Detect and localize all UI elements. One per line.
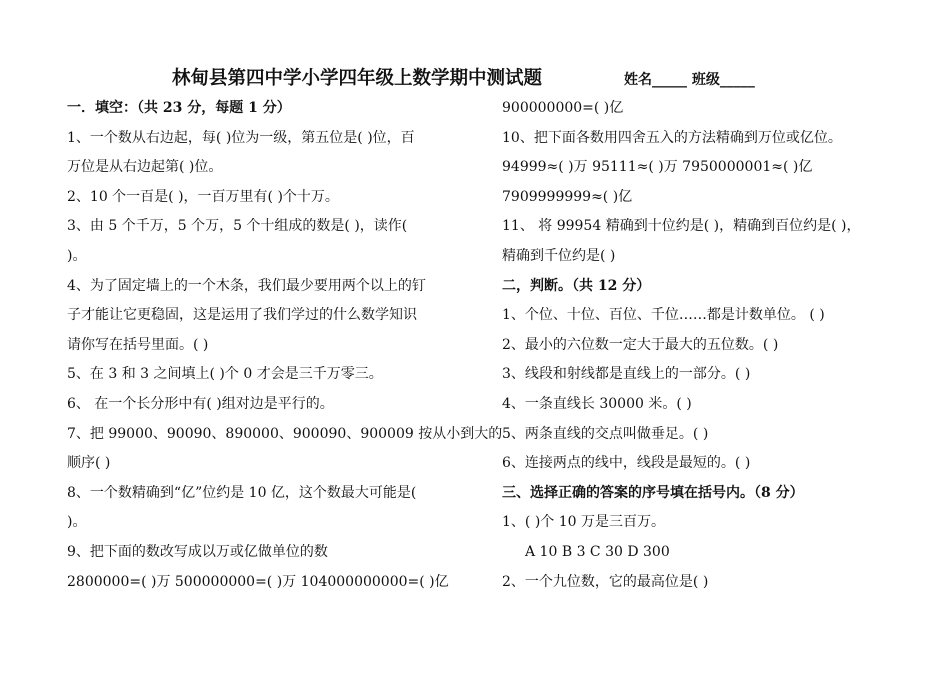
- question-line: 6、 在一个长分形中有( )组对边是平行的。: [67, 395, 334, 412]
- question-line: 900000000=( )亿: [502, 100, 624, 116]
- question-line: 精确到千位约是( ): [502, 247, 616, 264]
- question-line: )。: [67, 247, 87, 264]
- name-class-field: 姓名_____ 班级_____: [624, 72, 755, 88]
- question-line: 顺序( ): [67, 455, 111, 472]
- question-line: 6、连接两点的线中，线段是最短的。( ): [502, 455, 751, 472]
- section-heading-fill-blank: 一．填空：（共 23 分，每题 1 分）: [67, 100, 291, 116]
- question-line: 3、由 5 个千万，5 个万，5 个十组成的数是( )，读作(: [67, 218, 408, 235]
- question-line: 10、把下面各数用四舍五入的方法精确到万位或亿位。: [502, 129, 842, 146]
- question-line: 2800000=( )万 500000000=( )万 104000000000=( )亿: [67, 573, 449, 590]
- question-line: 5、在 3 和 3 之间填上( )个 0 才会是三千万零三。: [67, 366, 383, 383]
- section-heading-multiple-choice: 三、选择正确的答案的序号填在括号内。（8 分）: [502, 484, 804, 501]
- answer-options: A 10 B 3 C 30 D 300: [525, 543, 670, 560]
- page-title: 林甸县第四中学小学四年级上数学期中测试题: [172, 68, 543, 89]
- question-line: 3、线段和射线都是直线上的一部分。( ): [502, 366, 751, 383]
- question-line: )。: [67, 514, 87, 531]
- left-column: [67, 94, 503, 597]
- question-line: 请你写在括号里面。( ): [67, 336, 209, 353]
- question-line: 7、把 99000、90090、890000、900090、900009 按从小到大的: [67, 425, 503, 442]
- question-line: 1、个位、十位、百位、千位……都是计数单位。 ( ): [502, 307, 825, 324]
- question-line: 1、一个数从右边起，每( )位为一级，第五位是( )位，百: [67, 129, 415, 146]
- question-line: 2、一个九位数，它的最高位是( ): [502, 573, 709, 590]
- question-line: 8、一个数精确到“亿”位约是 10 亿，这个数最大可能是(: [67, 484, 417, 501]
- right-column: [502, 94, 897, 597]
- question-line: 2、10 个一百是( )，一百万里有( )个十万。: [67, 188, 339, 205]
- question-line: 2、最小的六位数一定大于最大的五位数。( ): [502, 336, 779, 353]
- question-line: 1、( )个 10 万是三百万。: [502, 514, 665, 531]
- question-line: 万位是从右边起第( )位。: [67, 159, 223, 176]
- question-line: 4、一条直线长 30000 米。( ): [502, 395, 692, 412]
- question-line: 5、两条直线的交点叫做垂足。( ): [502, 425, 709, 442]
- header-row: [0, 64, 950, 92]
- question-line: 9、把下面的数改写成以万或亿做单位的数: [67, 543, 328, 560]
- question-line: 4、为了固定墙上的一个木条，我们最少要用两个以上的钉: [67, 277, 426, 294]
- question-line: 11、 将 99954 精确到十位约是( )，精确到百位约是( )，: [502, 218, 861, 235]
- question-line: 子才能让它更稳固，这是运用了我们学过的什么数学知识: [67, 307, 417, 324]
- question-line: 94999≈( )万 95111≈( )万 7950000001≈( )亿: [502, 159, 813, 176]
- section-heading-true-false: 二，判断。（共 12 分）: [502, 277, 651, 294]
- question-line: 7909999999≈( )亿: [502, 188, 633, 205]
